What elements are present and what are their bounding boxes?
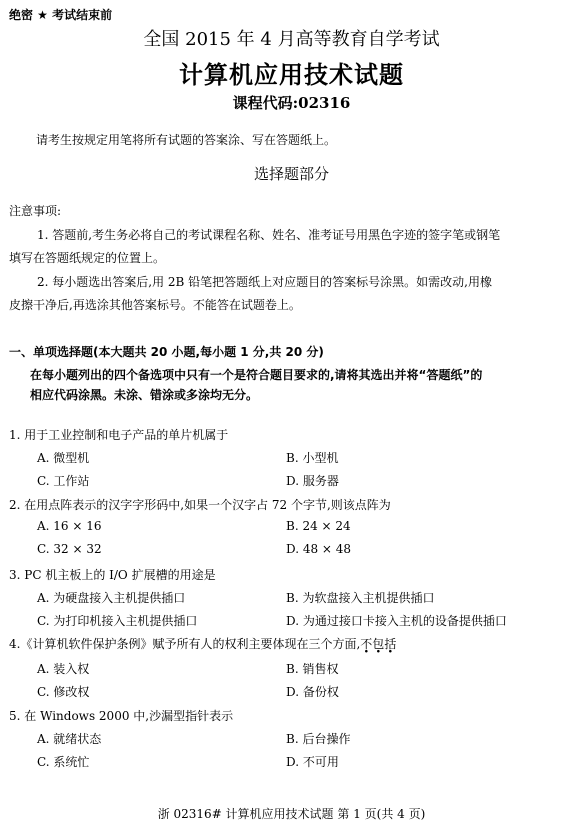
note-1-line-2: 填写在答题纸规定的位置上。 (9, 251, 166, 265)
question-5-option-a: A. 就绪状态 (37, 732, 102, 746)
question-5-stem: 5. 在 Windows 2000 中,沙漏型指针表示 (9, 709, 234, 723)
part-heading: 一、单项选择题(本大题共 20 小题,每小题 1 分,共 20 分) (9, 345, 324, 359)
question-2-stem: 2. 在用点阵表示的汉字字形码中,如果一个汉字占 72 个字节,则该点阵为 (9, 498, 391, 512)
question-5-option-c: C. 系统忙 (37, 755, 90, 769)
part-description-line-1: 在每小题列出的四个备选项中只有一个是符合题目要求的,请将其选出并将“答题纸”的 (30, 368, 483, 382)
question-3-option-d: D. 为通过接口卡接入主机的设备提供插口 (286, 614, 507, 628)
course-code: 课程代码:02316 (232, 94, 351, 112)
answer-instruction: 请考生按规定用笔将所有试题的答案涂、写在答题纸上。 (36, 133, 337, 147)
question-4-option-a: A. 装入权 (37, 662, 90, 676)
note-2-line-1: 2. 每小题选出答案后,用 2B 铅笔把答题纸上对应题目的答案标号涂黑。如需改动,用橡 (37, 275, 492, 289)
section-title: 选择题部分 (253, 165, 329, 183)
question-4-stem-text: 4.《计算机软件保护条例》赋予所有人的权利主要体现在三个方面, (9, 637, 361, 651)
part-description-line-2: 相应代码涂黑。未涂、错涂或多涂均无分。 (30, 388, 259, 402)
question-3-option-c: C. 为打印机接入主机提供插口 (37, 614, 198, 628)
emphasis-char-1: 不 (360, 637, 373, 651)
question-2-option-b: B. 24 × 24 (286, 519, 351, 533)
question-4-option-c: C. 修改权 (37, 685, 90, 699)
question-1-option-b: B. 小型机 (286, 451, 339, 465)
question-2-option-d: D. 48 × 48 (286, 542, 352, 556)
page-footer: 浙 02316# 计算机应用技术试题 第 1 页(共 4 页) (157, 807, 426, 821)
question-1-option-c: C. 工作站 (37, 474, 90, 488)
question-4-option-d: D. 备份权 (286, 685, 339, 699)
note-1-line-1: 1. 答题前,考生务必将自己的考试课程名称、姓名、准考证号用黑色字迹的签字笔或钢笔 (37, 228, 501, 242)
question-3-option-a: A. 为硬盘接入主机提供插口 (37, 591, 186, 605)
question-4-stem (9, 635, 396, 652)
question-3-stem: 3. PC 机主板上的 I/O 扩展槽的用途是 (9, 568, 216, 582)
question-1-option-a: A. 微型机 (37, 451, 90, 465)
exam-name: 全国 2015 年 4 月高等教育自学考试 (143, 29, 440, 50)
note-2-line-2: 皮擦干净后,再选涂其他答案标号。不能答在试题卷上。 (9, 298, 301, 312)
question-4-option-b: B. 销售权 (286, 662, 339, 676)
question-3-option-b: B. 为软盘接入主机提供插口 (286, 591, 435, 605)
confidential-mark: 绝密 ★ 考试结束前 (9, 8, 113, 22)
question-2-option-a: A. 16 × 16 (37, 519, 102, 533)
question-5-option-d: D. 不可用 (286, 755, 339, 769)
emphasis-char-2: 包 (372, 637, 385, 651)
question-1-stem: 1. 用于工业控制和电子产品的单片机属于 (9, 428, 229, 442)
emphasis-char-3: 括 (384, 637, 397, 651)
question-5-option-b: B. 后台操作 (286, 732, 351, 746)
question-1-option-d: D. 服务器 (286, 474, 339, 488)
notes-heading: 注意事项: (9, 204, 62, 218)
paper-title: 计算机应用技术试题 (179, 61, 404, 89)
question-2-option-c: C. 32 × 32 (37, 542, 102, 556)
